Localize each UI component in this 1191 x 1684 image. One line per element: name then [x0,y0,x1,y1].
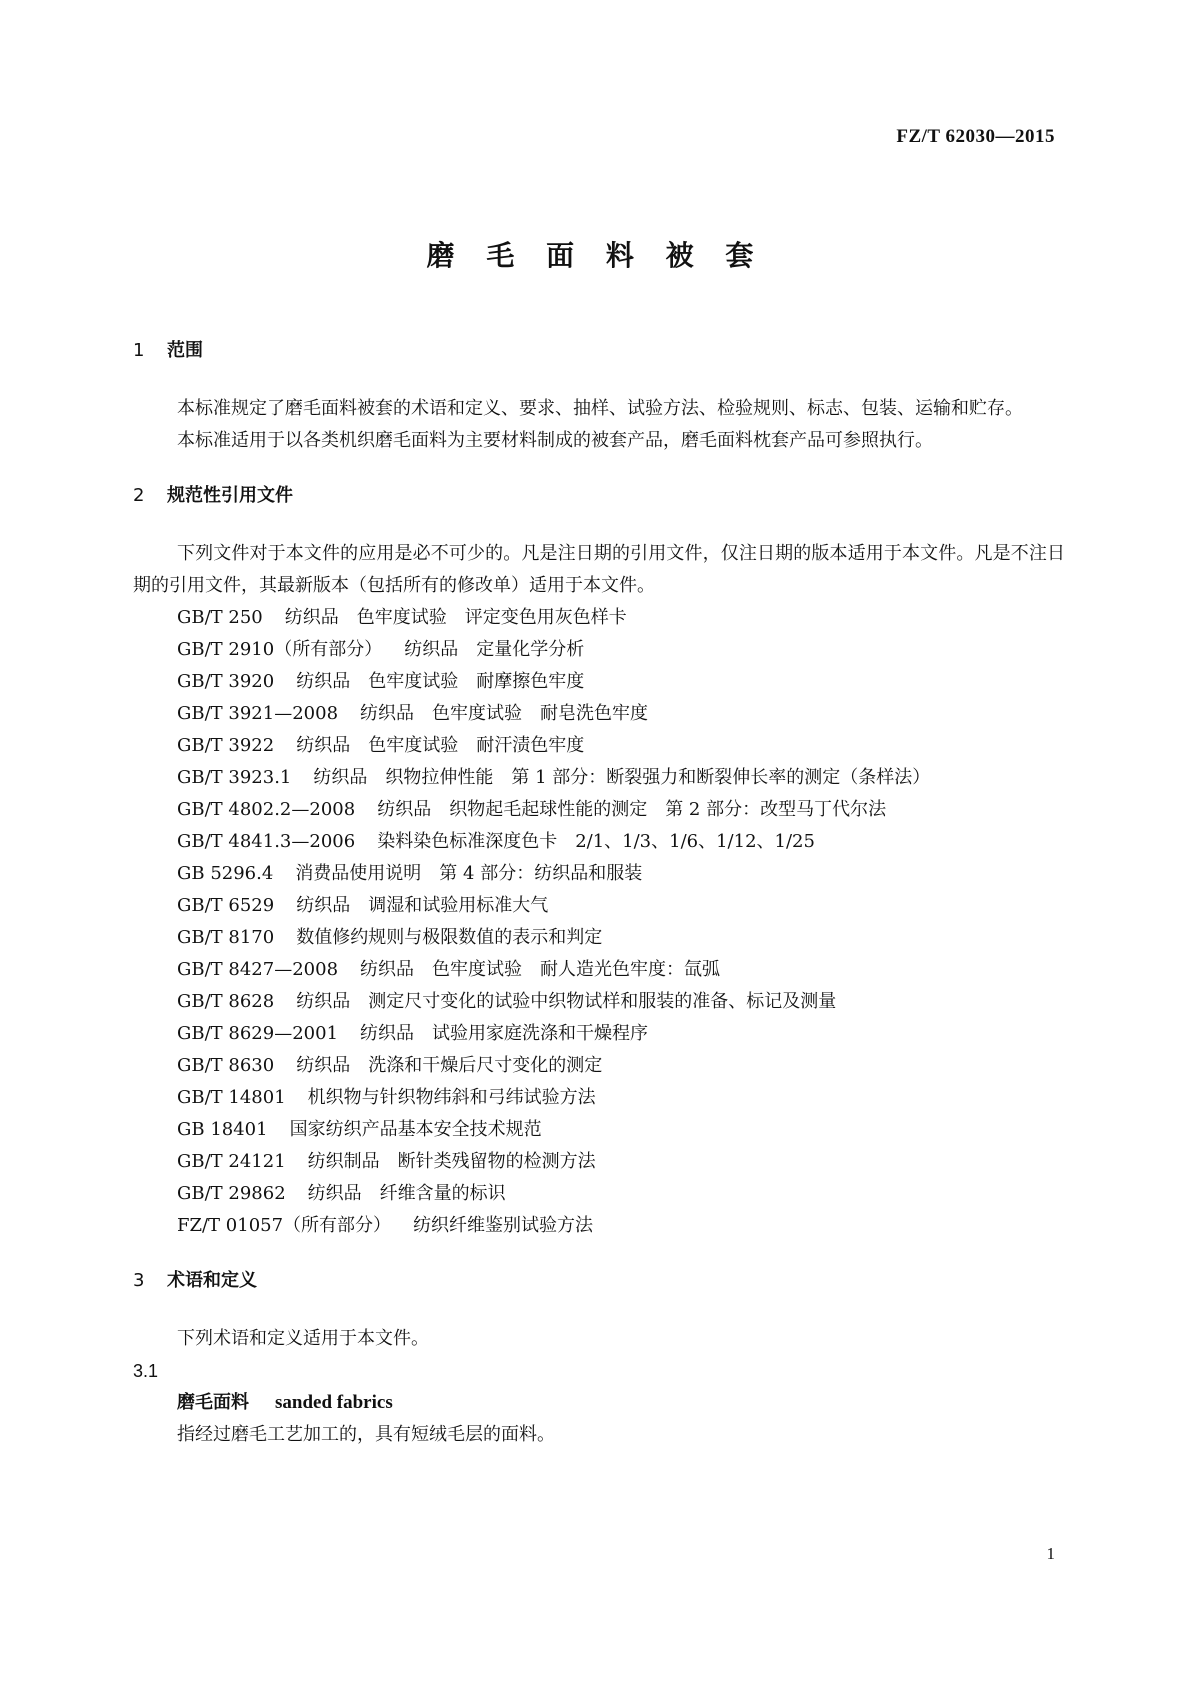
reference-title: 纺织品 洗涤和干燥后尺寸变化的测定 [296,1055,603,1076]
reference-code: GB/T 3923.1 [177,767,292,788]
reference-item [133,698,1065,730]
section-number: 2 [133,485,145,506]
reference-title: 纺织品 色牢度试验 耐人造光色牢度：氙弧 [360,959,721,980]
reference-item [133,1114,1065,1146]
reference-code: GB/T 29862 [177,1183,286,1204]
document-body [133,336,1065,1451]
reference-item [133,826,1065,858]
reference-item [133,922,1065,954]
term-chinese: 磨毛面料 [177,1392,249,1413]
reference-code: GB/T 3921—2008 [177,703,339,724]
reference-item [133,954,1065,986]
reference-item [133,890,1065,922]
reference-title: 染料染色标准深度色卡 2/1、1/3、1/6、1/12、1/25 [377,831,815,852]
reference-item [133,762,1065,794]
reference-item [133,634,1065,666]
section-number: 1 [133,340,145,361]
term-number: 3.1 [133,1361,159,1381]
reference-item [133,1146,1065,1178]
page-number: 1 [1046,1544,1055,1563]
reference-item [133,1018,1065,1050]
reference-item [133,1082,1065,1114]
reference-title: 纺织品 色牢度试验 耐皂洗色牢度 [360,703,649,724]
reference-title: 纺织品 试验用家庭洗涤和干燥程序 [360,1023,649,1044]
reference-title: 纺织品 色牢度试验 评定变色用灰色样卡 [284,607,627,628]
reference-title: 纺织品 纤维含量的标识 [307,1183,506,1204]
reference-item [133,858,1065,890]
reference-code: GB 5296.4 [177,863,274,884]
section-number: 3 [133,1270,145,1291]
reference-title: 机织物与针织物纬斜和弓纬试验方法 [307,1087,596,1108]
reference-code: GB/T 4802.2—2008 [177,799,356,820]
term-definition: 指经过磨毛工艺加工的，具有短绒毛层的面料。 [177,1424,555,1445]
reference-item [133,1210,1065,1242]
section-heading-refs [133,481,1065,511]
refs-intro: 下列文件对于本文件的应用是必不可少的。凡是注日期的引用文件，仅注日期的版本适用于本文件。凡是不注日期的引用文件，其最新版本（包括所有的修改单）适用于本文件。 [133,543,1065,596]
reference-code: GB/T 250 [177,607,263,628]
reference-code: GB/T 8629—2001 [177,1023,339,1044]
section-title: 规范性引用文件 [167,485,293,506]
reference-title: 数值修约规则与极限数值的表示和判定 [296,927,603,948]
section-title: 范围 [167,340,203,361]
terms-intro: 下列术语和定义适用于本文件。 [177,1328,429,1349]
reference-code: GB/T 8427—2008 [177,959,339,980]
reference-item [133,794,1065,826]
scope-paragraph: 本标准适用于以各类机织磨毛面料为主要材料制成的被套产品，磨毛面料枕套产品可参照执行。 [177,430,933,451]
reference-list [133,602,1065,1242]
reference-item [133,1050,1065,1082]
reference-code: GB/T 24121 [177,1151,286,1172]
reference-code: FZ/T 01057（所有部分） [177,1215,392,1236]
standard-code: FZ/T 62030—2015 [896,126,1055,147]
reference-code: GB/T 6529 [177,895,275,916]
reference-item [133,986,1065,1018]
section-heading-terms [133,1266,1065,1296]
reference-title: 纺织品 定量化学分析 [404,639,585,660]
reference-title: 纺织品 调湿和试验用标准大气 [296,895,549,916]
term-heading [133,1387,1065,1419]
reference-title: 消费品使用说明 第 4 部分：纺织品和服装 [295,863,643,884]
reference-item [133,602,1065,634]
reference-code: GB 18401 [177,1119,268,1140]
section-title: 术语和定义 [167,1270,257,1291]
section-heading-scope [133,336,1065,366]
reference-title: 国家纺织产品基本安全技术规范 [289,1119,542,1140]
document-title: 磨 毛 面 料 被 套 [426,239,765,272]
reference-item [133,730,1065,762]
reference-code: GB/T 2910（所有部分） [177,639,383,660]
reference-title: 纺织制品 断针类残留物的检测方法 [307,1151,596,1172]
reference-title: 纺织纤维鉴别试验方法 [413,1215,594,1236]
reference-title: 纺织品 色牢度试验 耐汗渍色牢度 [296,735,585,756]
reference-title: 纺织品 测定尺寸变化的试验中织物试样和服装的准备、标记及测量 [296,991,837,1012]
reference-code: GB/T 14801 [177,1087,286,1108]
reference-item [133,1178,1065,1210]
reference-code: GB/T 8628 [177,991,275,1012]
reference-code: GB/T 3922 [177,735,275,756]
scope-paragraph: 本标准规定了磨毛面料被套的术语和定义、要求、抽样、试验方法、检验规则、标志、包装、运输和贮存。 [177,398,1023,419]
reference-code: GB/T 4841.3—2006 [177,831,356,852]
reference-item [133,666,1065,698]
reference-title: 纺织品 色牢度试验 耐摩擦色牢度 [296,671,585,692]
reference-title: 纺织品 织物拉伸性能 第 1 部分：断裂强力和断裂伸长率的测定（条样法） [313,767,931,788]
reference-code: GB/T 3920 [177,671,275,692]
reference-code: GB/T 8170 [177,927,275,948]
reference-title: 纺织品 织物起毛起球性能的测定 第 2 部分：改型马丁代尔法 [377,799,887,820]
reference-code: GB/T 8630 [177,1055,275,1076]
term-english: sanded fabrics [275,1392,393,1413]
